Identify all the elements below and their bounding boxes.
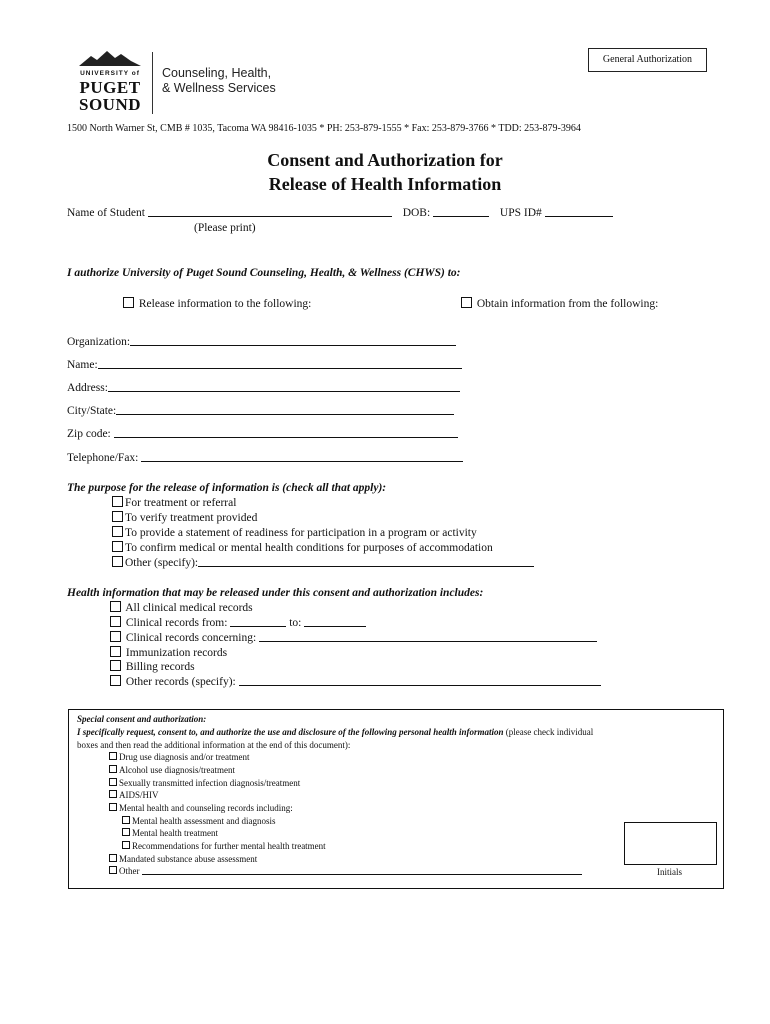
obtain-option[interactable] <box>461 297 658 310</box>
purpose-checkbox[interactable] <box>112 526 123 537</box>
other-records-field[interactable] <box>239 685 601 686</box>
name-row <box>67 359 462 371</box>
health-item[interactable] <box>110 660 195 673</box>
health-item-label: Other records (specify): <box>125 676 236 688</box>
purpose-other-field[interactable] <box>198 566 534 567</box>
health-item-label: Immunization records <box>125 647 228 659</box>
health-item[interactable] <box>110 675 601 688</box>
health-checkbox[interactable] <box>110 646 121 657</box>
special-sub-item[interactable] <box>122 816 275 826</box>
records-from-field[interactable] <box>230 626 286 627</box>
special-item[interactable] <box>109 854 257 864</box>
purpose-item-label: To verify treatment provided <box>125 512 258 524</box>
est-label: Est. 1888 <box>102 62 118 67</box>
special-item[interactable] <box>109 765 235 775</box>
special-sub-item-label: Mental health treatment <box>132 828 218 838</box>
department-line-1: Counseling, Health, <box>162 66 272 80</box>
special-item-other[interactable] <box>109 866 582 876</box>
purpose-item[interactable] <box>112 496 236 509</box>
health-item-label: Clinical records concerning: <box>125 632 257 644</box>
zip-field[interactable] <box>114 437 458 438</box>
special-checkbox[interactable] <box>109 752 117 760</box>
health-item-label: Clinical records from: <box>125 617 228 629</box>
address-label: Address: <box>67 382 108 394</box>
special-item-label: AIDS/HIV <box>119 790 159 800</box>
department-line-2: & Wellness Services <box>162 81 276 95</box>
health-checkbox[interactable] <box>110 675 121 686</box>
health-item-label: All clinical medical records <box>125 602 253 614</box>
special-request-rest: (please check individual <box>503 727 594 737</box>
health-item-label: Billing records <box>125 661 195 673</box>
university-of-label: UNIVERSITY of <box>80 70 140 77</box>
name-of-student-field[interactable] <box>148 216 392 217</box>
special-consent-request <box>77 727 593 737</box>
special-checkbox[interactable] <box>109 790 117 798</box>
special-sub-checkbox[interactable] <box>122 841 130 849</box>
health-checkbox[interactable] <box>110 601 121 612</box>
dob-field[interactable] <box>433 216 489 217</box>
student-info-row <box>67 207 613 219</box>
special-checkbox[interactable] <box>109 778 117 786</box>
health-item[interactable] <box>110 601 253 614</box>
sound-label: SOUND <box>78 95 141 114</box>
health-checkbox[interactable] <box>110 631 121 642</box>
purpose-item-label: To provide a statement of readiness for participation in a program or activity <box>125 527 477 539</box>
records-to-field[interactable] <box>304 626 366 627</box>
purpose-item-other[interactable] <box>112 556 534 569</box>
release-option-label: Release information to the following: <box>138 298 312 310</box>
health-checkbox[interactable] <box>110 660 121 671</box>
obtain-checkbox[interactable] <box>461 297 472 308</box>
telephone-label: Telephone/Fax: <box>67 452 139 464</box>
special-checkbox[interactable] <box>109 854 117 862</box>
special-item[interactable] <box>109 790 159 800</box>
obtain-option-label: Obtain information from the following: <box>476 298 659 310</box>
special-sub-checkbox[interactable] <box>122 828 130 836</box>
special-sub-item-label: Mental health assessment and diagnosis <box>132 816 276 826</box>
health-item[interactable] <box>110 631 597 644</box>
special-item-label: Mental health and counseling records including: <box>119 803 293 813</box>
special-other-field[interactable] <box>142 874 582 875</box>
puget-label: PUGET <box>79 78 141 97</box>
page-title-line-2: Release of Health Information <box>268 174 502 194</box>
special-consent-title: Special consent and authorization: <box>77 714 207 724</box>
purpose-checkbox[interactable] <box>112 556 123 567</box>
special-checkbox[interactable] <box>109 866 117 874</box>
name-label: Name: <box>67 359 98 371</box>
general-authorization-label: General Authorization <box>588 48 707 72</box>
special-item[interactable] <box>109 803 293 813</box>
special-sub-checkbox[interactable] <box>122 816 130 824</box>
logo-divider <box>152 52 153 114</box>
special-checkbox[interactable] <box>109 803 117 811</box>
telephone-row <box>67 452 463 464</box>
special-consent-request-line2: boxes and then read the additional information at the end of this document): <box>77 740 351 750</box>
organization-row <box>67 336 456 348</box>
ups-id-label: UPS ID# <box>499 207 542 219</box>
special-sub-item[interactable] <box>122 841 326 851</box>
release-checkbox[interactable] <box>123 297 134 308</box>
release-option[interactable] <box>123 297 311 310</box>
purpose-item-label: Other (specify): <box>125 557 199 569</box>
special-item-label: Alcohol use diagnosis/treatment <box>119 765 235 775</box>
city-state-label: City/State: <box>67 405 117 417</box>
page-title-line-1: Consent and Authorization for <box>267 150 503 170</box>
organization-label: Organization: <box>67 336 131 348</box>
special-item-label: Sexually transmitted infection diagnosis/treatment <box>119 778 301 788</box>
city-state-row <box>67 405 454 417</box>
authorize-heading: I authorize University of Puget Sound Counseling, Health, & Wellness (CHWS) to: <box>67 267 461 279</box>
purpose-item[interactable] <box>112 541 493 554</box>
name-of-student-label: Name of Student <box>67 207 145 219</box>
special-item-label: Mandated substance abuse assessment <box>119 854 258 864</box>
special-checkbox[interactable] <box>109 765 117 773</box>
purpose-item-label: For treatment or referral <box>125 497 237 509</box>
purpose-checkbox[interactable] <box>112 511 123 522</box>
purpose-item[interactable] <box>112 511 257 524</box>
purpose-checkbox[interactable] <box>112 541 123 552</box>
address-row <box>67 382 460 394</box>
health-item[interactable] <box>110 646 227 659</box>
purpose-checkbox[interactable] <box>112 496 123 507</box>
special-item-label: Drug use diagnosis and/or treatment <box>119 752 250 762</box>
city-state-field[interactable] <box>116 414 454 415</box>
health-checkbox[interactable] <box>110 616 121 627</box>
health-item[interactable] <box>110 616 366 629</box>
records-concerning-field[interactable] <box>259 641 597 642</box>
zip-row <box>67 428 458 440</box>
records-to-label: to: <box>289 617 302 629</box>
special-item[interactable] <box>109 778 300 788</box>
zip-label: Zip code: <box>67 428 111 440</box>
initials-label: Initials <box>657 867 682 877</box>
ups-id-field[interactable] <box>545 216 613 217</box>
special-request-bold: I specifically request, consent to, and authorize the use and disclosure of the following personal health information <box>77 727 504 737</box>
organization-field[interactable] <box>130 345 456 346</box>
purpose-item[interactable] <box>112 526 477 539</box>
special-item-label: Other <box>119 866 140 876</box>
special-item[interactable] <box>109 752 249 762</box>
purpose-item-label: To confirm medical or mental health conditions for purposes of accommodation <box>125 542 493 554</box>
dob-label: DOB: <box>402 207 431 219</box>
name-field[interactable] <box>98 368 462 369</box>
health-info-heading: Health information that may be released under this consent and authorization includes: <box>67 587 484 599</box>
purpose-heading: The purpose for the release of information is (check all that apply): <box>67 482 387 494</box>
department-name <box>162 66 276 96</box>
special-sub-item-label: Recommendations for further mental health treatment <box>132 841 326 851</box>
university-logo <box>77 48 287 118</box>
please-print-note: (Please print) <box>194 222 256 234</box>
address-field[interactable] <box>108 391 460 392</box>
special-sub-item[interactable] <box>122 828 218 838</box>
telephone-field[interactable] <box>141 461 463 462</box>
initials-field[interactable] <box>624 822 717 865</box>
address-line: 1500 North Warner St, CMB # 1035, Tacoma WA 98416-1035 * PH: 253-879-1555 * Fax: 253-879-3766 * TDD: 253-879-3964 <box>67 123 581 134</box>
